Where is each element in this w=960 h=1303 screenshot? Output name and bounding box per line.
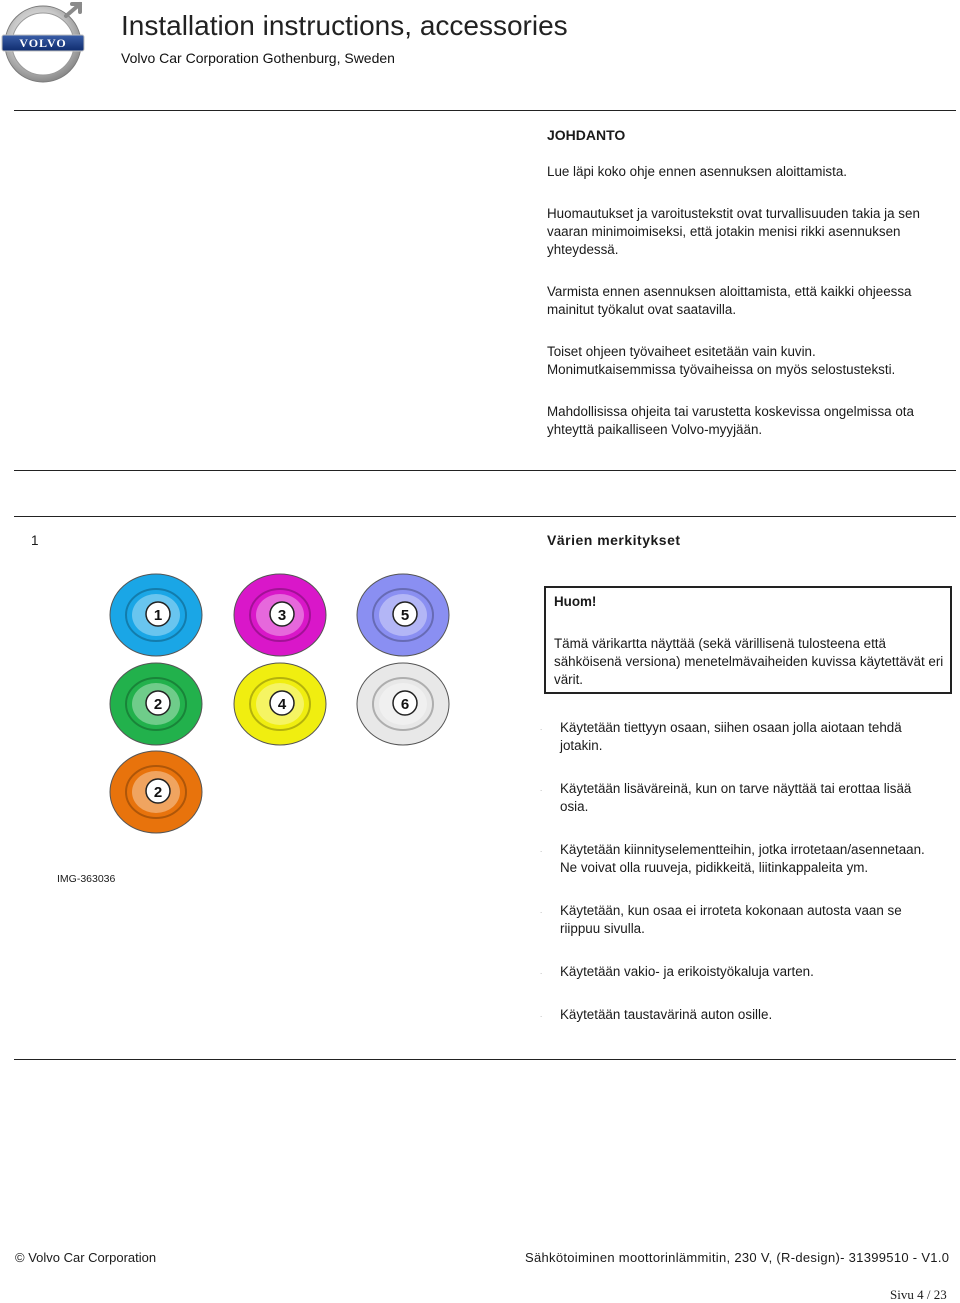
volvo-iron-mark-icon bbox=[0, 0, 90, 88]
color-swatch bbox=[108, 661, 204, 747]
header-divider bbox=[14, 110, 956, 111]
intro-paragraph: Mahdollisissa ohjeita tai varustetta koskevissa ongelmissa ota yhteyttä paikalliseen Volvo-myyjään. bbox=[547, 404, 914, 437]
bullet-mark: . bbox=[540, 723, 543, 732]
intro-paragraph: Toiset ohjeen työvaiheet esitetään vain kuvin. Monimutkaisemmissa työvaiheissa on myös selostusteksti. bbox=[547, 344, 896, 377]
list-item-text: Käytetään lisäväreinä, kun on tarve näyttää tai erottaa lisää osia. bbox=[560, 781, 912, 814]
intro-paragraph: Lue läpi koko ohje ennen asennuksen aloittamista. bbox=[547, 164, 848, 179]
intro-heading: JOHDANTO bbox=[547, 127, 626, 143]
color-swatch bbox=[108, 749, 204, 835]
step-title: Värien merkitykset bbox=[547, 532, 681, 548]
note-title: Huom! bbox=[554, 594, 597, 609]
intro-section bbox=[547, 126, 947, 463]
bullet-mark: . bbox=[540, 906, 543, 915]
list-item-text: Käytetään vakio- ja erikoistyökaluja varten. bbox=[560, 964, 814, 979]
bullet-mark: . bbox=[540, 845, 543, 854]
footer-copyright: © Volvo Car Corporation bbox=[15, 1250, 157, 1265]
color-swatch bbox=[355, 572, 451, 658]
volvo-logo bbox=[0, 0, 90, 88]
step-number: 1 bbox=[31, 533, 39, 548]
swatch-number: 6 bbox=[400, 696, 410, 713]
note-body: Tämä värikartta näyttää (sekä värillisenä tulosteena että sähköisenä versiona) menetelmävaiheiden kuvissa käytettävät eri värit. bbox=[554, 636, 944, 687]
section-divider bbox=[14, 470, 956, 471]
intro-paragraph: Huomautukset ja varoitustekstit ovat turvallisuuden takia ja sen vaaran minimoimiseksi, että jotakin menisi rikki asennuksen yhteydessä. bbox=[547, 206, 920, 257]
swatch-number: 4 bbox=[277, 696, 287, 713]
list-item-text: Käytetään tiettyyn osaan, siihen osaan jolla aiotaan tehdä jotakin. bbox=[560, 720, 902, 753]
document-title: Installation instructions, accessories bbox=[121, 10, 568, 41]
svg-text:VOLVO: VOLVO bbox=[19, 36, 67, 50]
footer-doc-reference: Sähkötoiminen moottorinlämmitin, 230 V, (R-design)- 31399510 - V1.0 bbox=[525, 1250, 950, 1265]
list-item-text: Käytetään kiinnityselementteihin, jotka irrotetaan/asennetaan. Ne voivat olla ruuveja, pidikkeitä, liitinkappaleita ym. bbox=[560, 842, 925, 875]
swatch-number: 2 bbox=[153, 784, 163, 801]
note-box bbox=[544, 586, 952, 694]
color-swatch bbox=[232, 661, 328, 747]
intro-paragraph: Varmista ennen asennuksen aloittamista, että kaikki ohjeessa mainitut työkalut ovat saatavilla. bbox=[547, 284, 912, 317]
bullet-mark: . bbox=[540, 1010, 543, 1019]
document-subtitle: Volvo Car Corporation Gothenburg, Sweden bbox=[121, 50, 395, 66]
page-number: Sivu 4 / 23 bbox=[890, 1287, 947, 1302]
step-divider bbox=[14, 516, 956, 517]
swatch-number: 5 bbox=[400, 607, 410, 624]
list-item-text: Käytetään taustavärinä auton osille. bbox=[560, 1007, 773, 1022]
image-id: IMG-363036 bbox=[57, 873, 116, 885]
bullet-mark: . bbox=[540, 967, 543, 976]
step-end-divider bbox=[14, 1059, 956, 1060]
swatch-number: 3 bbox=[277, 607, 287, 624]
swatch-number: 2 bbox=[153, 696, 163, 713]
color-swatch bbox=[232, 572, 328, 658]
color-swatch bbox=[355, 661, 451, 747]
color-swatch bbox=[108, 572, 204, 658]
bullet-mark: . bbox=[540, 784, 543, 793]
list-item-text: Käytetään, kun osaa ei irroteta kokonaan autosta vaan se riippuu sivulla. bbox=[560, 903, 902, 936]
swatch-number: 1 bbox=[153, 607, 163, 624]
